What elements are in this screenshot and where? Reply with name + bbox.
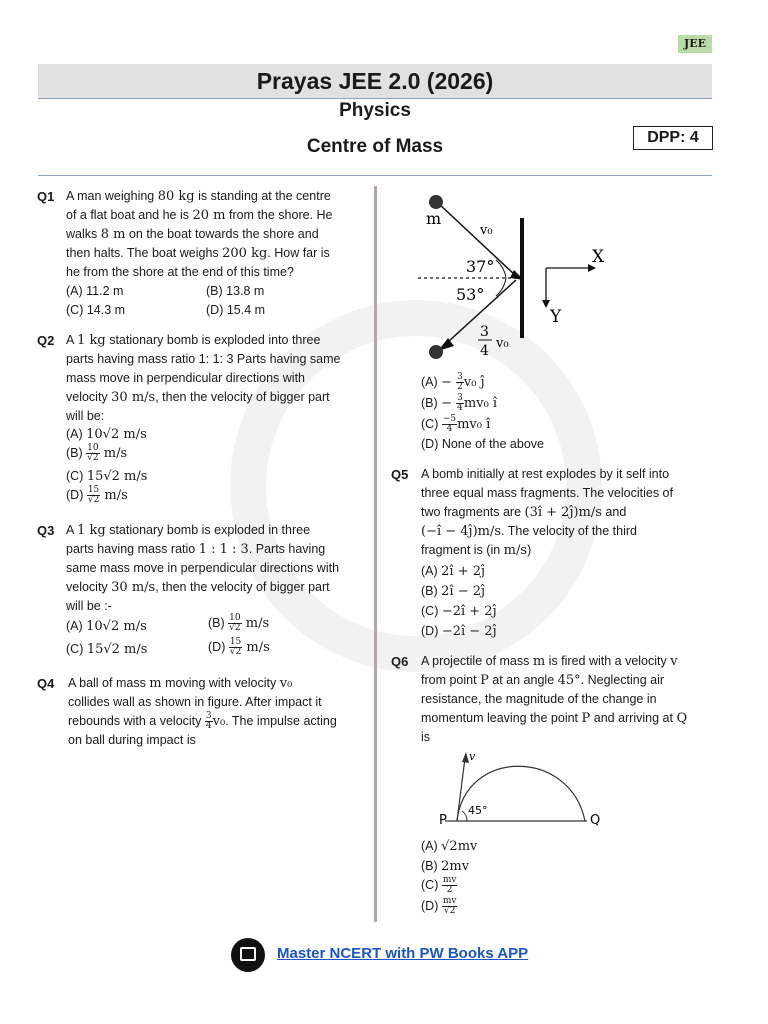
pw-books-link[interactable]: Master NCERT with PW Books APP xyxy=(277,945,529,962)
option-a: (A) − $\frac{3}{2}$ v₀ ĵ xyxy=(421,372,485,393)
option-c: (C) 15√2 m/s xyxy=(66,642,148,657)
option-c: (C) 14.3 m xyxy=(66,303,126,317)
option-c: (C) 15√2 m/s xyxy=(66,469,148,484)
wall xyxy=(520,218,524,338)
option-b: (B) $\frac{10}{√2}$ m/s xyxy=(208,613,270,634)
velocity-arrowhead xyxy=(462,752,469,763)
option-d: (D) $\frac{15}{√2}$ m/s xyxy=(208,637,270,658)
question-number: Q3 xyxy=(37,523,55,538)
y-label: Y xyxy=(550,307,562,327)
angle-arc xyxy=(462,811,467,821)
option-b: (B) 2mv xyxy=(421,859,470,874)
option-b: (B) − $\frac{3}{4}$ mv₀ î xyxy=(421,393,498,414)
question-number: Q2 xyxy=(37,333,55,348)
chapter-heading: Centre of Mass xyxy=(306,136,444,157)
option-d: (D) −2î − 2ĵ xyxy=(421,624,497,639)
question-text: A 1 kg stationary bomb is exploded into three parts having mass ratio 1: 1: 3 Parts having same mass move in perpendicular directions with velocity 30 m/s, then the velocity of bigger part will be: xyxy=(66,333,341,423)
question-text: A 1 kg stationary bomb is exploded in three parts having mass ratio 1 : 1 : 3. Parts having same mass move in perpendicular directions with velocity 30 m/s, then the velocity of bigger part will be :- xyxy=(66,523,340,613)
option-a: (A) √2mv xyxy=(421,839,478,854)
angle-37-label: 37° xyxy=(466,257,495,276)
question-number: Q6 xyxy=(391,654,409,669)
page-title: Prayas JEE 2.0 (2026) xyxy=(256,68,494,94)
rebound-v0-label: v₀ xyxy=(496,336,509,351)
p-label: P xyxy=(439,813,447,828)
option-a: (A) 2î + 2ĵ xyxy=(421,564,486,579)
angle-53-label: 53° xyxy=(456,285,485,304)
question-text: A bomb initially at rest explodes by it self into three equal mass fragments. The velocities of two fragments are (3î + 2ĵ)m/s and (−î − 4ĵ)m/s. The velocity of the third fragment is (in m/s) xyxy=(421,467,673,558)
option-b: (B) 2î − 2ĵ xyxy=(421,584,486,599)
option-a: (A) 10√2 m/s xyxy=(66,619,147,634)
question-number: Q5 xyxy=(391,467,409,482)
option-d: (D) None of the above xyxy=(421,437,544,451)
column-divider xyxy=(374,186,377,922)
exam-badge: JEE xyxy=(678,35,712,53)
y-arrowhead xyxy=(542,300,550,308)
option-c: (C) $\frac{mv}{2}$ xyxy=(421,875,457,896)
question-number: Q1 xyxy=(37,189,55,204)
question-number: Q4 xyxy=(37,676,55,691)
q-label: Q xyxy=(590,813,601,828)
mass-label: m xyxy=(426,209,442,228)
ball-final xyxy=(429,345,443,359)
v-label: v xyxy=(469,750,476,763)
option-a: (A) 10√2 m/s xyxy=(66,427,147,442)
option-d: (D) 15.4 m xyxy=(206,303,266,317)
v0-label: v₀ xyxy=(480,223,493,238)
option-b: (B) $\frac{10}{√2}$ m/s xyxy=(66,443,128,464)
ratio-numerator: 3 xyxy=(480,324,489,340)
option-b: (B) 13.8 m xyxy=(206,284,265,298)
title-bar xyxy=(38,64,712,99)
option-c: (C) $\frac{-5}{4}$ mv₀ î xyxy=(421,414,491,435)
ratio-denominator: 4 xyxy=(480,343,489,359)
projectile-figure xyxy=(435,748,610,830)
question-text: A man weighing 80 kg is standing at the centre of a flat boat and he is 20 m from the shore. He walks 8 m on the boat towards the shore and then halts. The boat weighs 200 kg. How far is he from the shore at the end of this time? xyxy=(66,189,333,279)
velocity-vector xyxy=(457,758,465,821)
angle-label: 45° xyxy=(468,804,488,817)
ball-initial xyxy=(429,195,443,209)
collision-figure xyxy=(418,188,618,368)
header-divider xyxy=(38,175,712,176)
question-text: A ball of mass m moving with velocity v₀ collides wall as shown in figure. After impact it rebounds with a velocity $\frac{3}{4}$ v₀. The impulse acting on ball during impact is xyxy=(68,676,337,748)
option-c: (C) −2î + 2ĵ xyxy=(421,604,497,619)
option-a: (A) 11.2 m xyxy=(66,284,124,298)
option-d: (D) $\frac{15}{√2}$ m/s xyxy=(66,485,128,506)
x-label: X xyxy=(592,247,605,267)
question-text: A projectile of mass m is fired with a velocity v from point P at an angle 45°. Neglecting air resistance, the magnitude of the change in momentum leaving the point P and arriving at Q is xyxy=(421,654,688,744)
dpp-label: DPP: 4 xyxy=(633,126,713,150)
option-d: (D) $\frac{mv}{√2}$ xyxy=(421,896,457,917)
subject-heading: Physics xyxy=(339,100,411,121)
book-icon xyxy=(231,938,265,972)
